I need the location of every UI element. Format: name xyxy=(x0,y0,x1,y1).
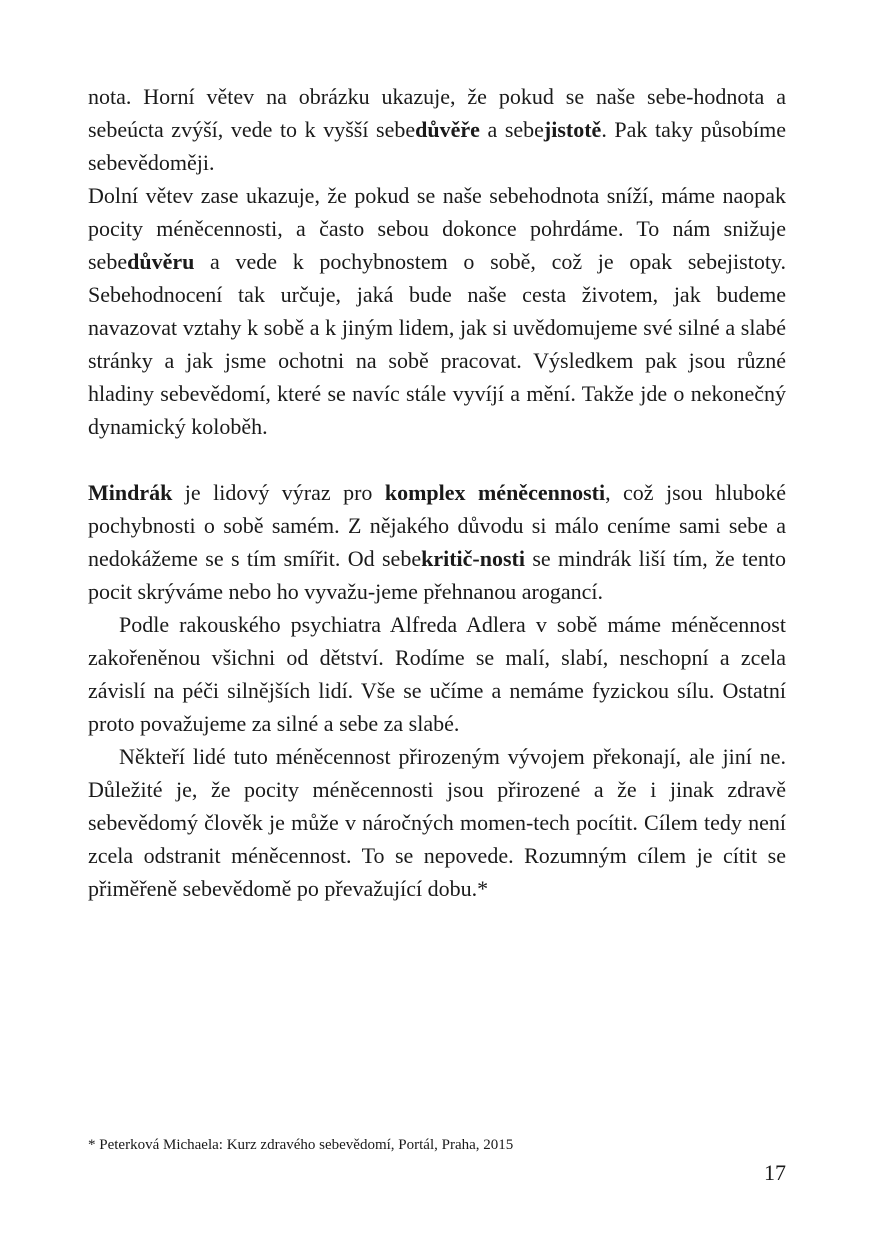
footnote: * Peterková Michaela: Kurz zdravého sebevědomí, Portál, Praha, 2015 xyxy=(88,1137,514,1153)
text-run: a vede k pochybnostem o sobě, což je opak sebejistoty. Sebehodnocení tak určuje, jaká bude naše cesta životem, jak budeme navazovat vztahy k sobě a k jiným lidem, jak si uvědomujeme své silné a slabé stránky a jak jsme ochotni na sobě pracovat. Výsledkem pak jsou různé hladiny sebevědomí, které se navíc stále vyvíjí a mění. Takže jde o nekonečný dynamický koloběh. xyxy=(88,249,786,439)
text-run: a sebe xyxy=(479,117,544,142)
page-number: 17 xyxy=(764,1160,786,1185)
paragraph-5: Někteří lidé tuto méněcennost přirozeným vývojem překonají, ale jiní ne. Důležité je, že pocity méněcennosti jsou přirozené a že i jinak zdravě sebevědomý člověk je může v náročných momen-tech pocítit. Cílem tedy není zcela odstranit méněcennost. To se nepovede. Rozumným cílem je cítit se přiměřeně sebevědomě po převažující dobu.* xyxy=(88,744,786,901)
paragraph-4: Podle rakouského psychiatra Alfreda Adlera v sobě máme méněcennost zakořeněnou všichni od dětství. Rodíme se malí, slabí, neschopní a zcela závislí na péči silnějších lidí. Vše se učíme a nemáme fyzickou sílu. Ostatní proto považujeme za silné a sebe za slabé. xyxy=(88,612,786,736)
paragraph-3 xyxy=(88,476,786,608)
text-run: Dolní větev zase ukazuje, že pokud se naše sebehodnota sníží, máme naopak pocity méněcennosti, a často sebou dokonce pohrdáme. To nám snižuje sebe xyxy=(88,183,786,274)
bold-term: důvěru xyxy=(127,249,195,274)
text-run: je lidový výraz pro xyxy=(172,480,385,505)
paragraph-2 xyxy=(88,179,786,443)
text-run: . Pak taky působíme sebevědoměji. xyxy=(88,117,786,175)
text-run: nota. Horní větev na obrázku ukazuje, že pokud se naše sebe-hodnota a sebeúcta zvýší, vede to k vyšší sebe xyxy=(88,84,786,142)
body-text xyxy=(88,80,786,905)
bold-term: Mindrák xyxy=(88,480,173,505)
bold-term: jistotě xyxy=(543,117,602,142)
bold-term: kritič-nosti xyxy=(421,546,525,571)
paragraph-1 xyxy=(88,80,786,179)
text-run: , což jsou hluboké pochybnosti o sobě samém. Z nějakého důvodu si málo ceníme sami sebe a nedokážeme se s tím smířit. Od sebe xyxy=(88,480,786,571)
bold-term: komplex méněcennosti xyxy=(384,480,606,505)
bold-term: důvěře xyxy=(415,117,480,142)
text-run: se mindrák liší tím, že tento pocit skrýváme nebo ho vyvažu-jeme přehnanou arogancí. xyxy=(88,546,786,604)
